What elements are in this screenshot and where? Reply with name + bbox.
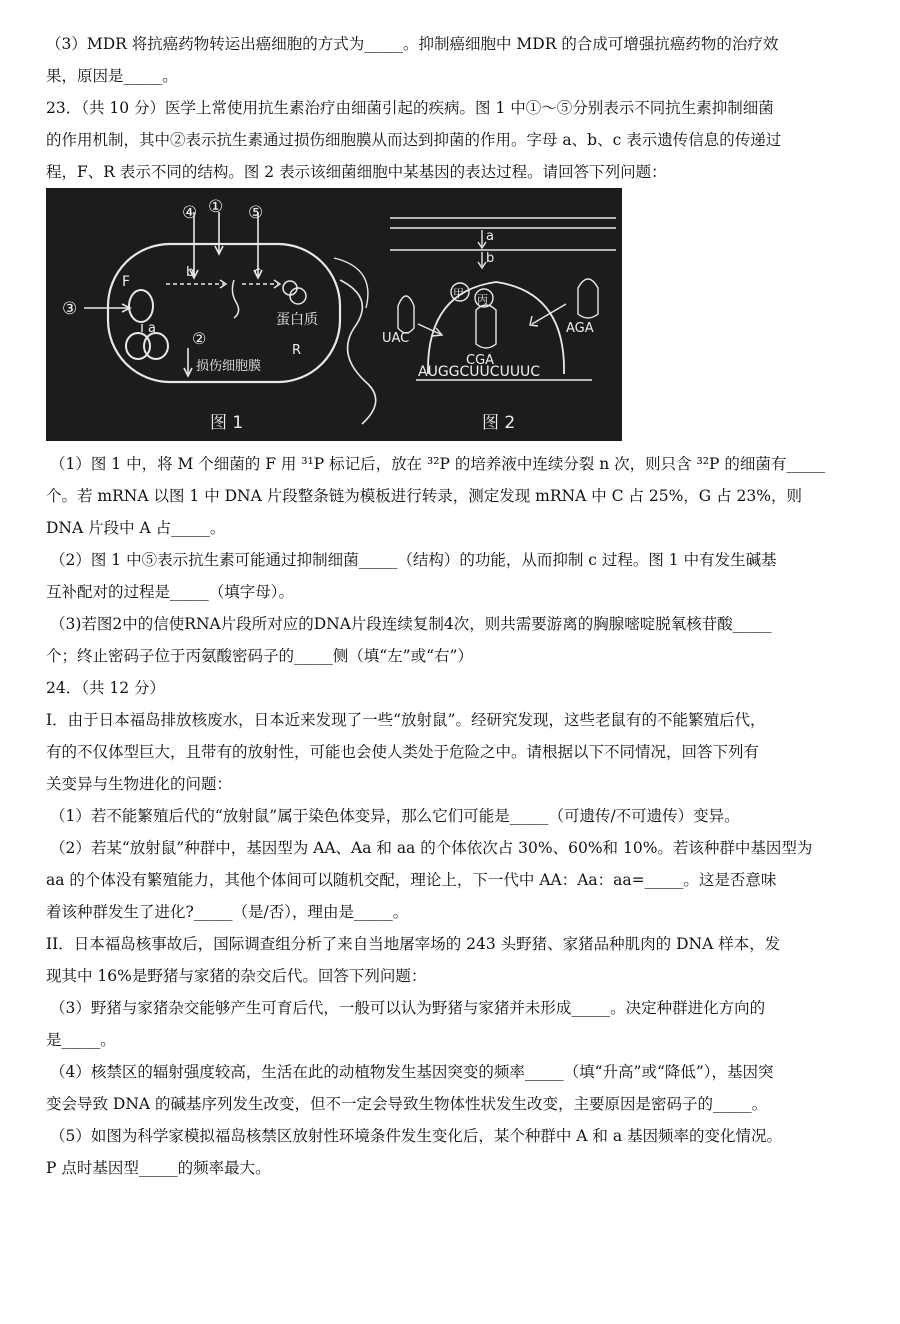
text-line-q24-5: （5）如图为科学家模拟福岛核禁区放射性环境条件发生变化后，某个种群中 A 和 a 基因频率的变化情况。 [50, 1127, 783, 1145]
anticodon-aga: AGA [566, 321, 594, 336]
marker-1: ① [208, 197, 224, 217]
label-b: b [186, 265, 195, 280]
label-r: R [292, 343, 302, 358]
mrna-sequence: AUGGCUUCUUUC [418, 364, 541, 380]
text-line: 着该种群发生了进化?_____（是/否），理由是_____。 [46, 903, 409, 921]
text-line-q24-3: （3）野猪与家猪杂交能够产生可育后代，一般可以认为野猪与家猪并未形成_____。决定种群进化方向的 [50, 999, 766, 1017]
text-line: 现其中 16%是野猪与家猪的杂交后代。回答下列问题： [46, 967, 427, 985]
text-line-q23-3: （3)若图2中的信使RNA片段所对应的DNA片段连续复制4次，则共需要游离的胸腺嘧啶脱氧核苷酸_____ [50, 615, 772, 633]
text-line: 个。若 mRNA 以图 1 中 DNA 片段整条链为模板进行转录，测定发现 mRNA 中 C 占 25%，G 占 23%，则 [46, 487, 802, 505]
ribosome [290, 288, 306, 304]
text-line: aa 的个体没有繁殖能力，其他个体间可以随机交配，理论上，下一代中 AA：Aa：aa=_____。这是否意味 [46, 871, 777, 889]
trna-middle [476, 305, 496, 348]
mrna-strand [232, 280, 238, 318]
text-line-q23-1: （1）图 1 中，将 M 个细菌的 F 用 ³¹P 标记后，放在 ³²P 的培养液中连续分裂 n 次，则只含 ³²P 的细菌有_____ [50, 455, 826, 473]
text-line: 的作用机制，其中②表示抗生素通过损伤细胞膜从而达到抑菌的作用。字母 a、b、c 表示遗传信息的传递过 [46, 131, 782, 149]
text-line: 互补配对的过程是_____（填字母）。 [46, 583, 295, 601]
text-line: 是_____。 [46, 1031, 116, 1049]
text-line-q23-2: （2）图 1 中⑤表示抗生素可能通过抑制细菌_____（结构）的功能，从而抑制 c 过程。图 1 中有发生碱基 [50, 551, 777, 569]
text-line: 变会导致 DNA 的碱基序列发生改变，但不一定会导致生物体性状发生改变，主要原因是密码子的_____。 [46, 1095, 768, 1113]
text-line-q24-1: （1）若不能繁殖后代的“放射鼠”属于染色体变异，那么它们可能是_____（可遗传/不可遗传）变异。 [50, 807, 740, 825]
marker-4: ④ [182, 203, 198, 223]
text-line: 关变异与生物进化的问题： [46, 775, 233, 793]
label-bing: 丙 [477, 293, 488, 306]
label-a: a [148, 321, 156, 336]
figure-2 [382, 218, 616, 433]
text-line: P 点时基因型_____的频率最大。 [46, 1159, 271, 1177]
figure-1 [62, 197, 376, 433]
section-ii-intro: II．日本福岛核事故后，国际调查组分析了来自当地屠宰场的 243 头野猪、家猪品种肌肉的 DNA 样本，发 [46, 935, 781, 953]
label-c: c [254, 265, 262, 280]
damaged-membrane-label: 损伤细胞膜 [196, 359, 262, 374]
trna-arrow [532, 304, 566, 324]
figure-2-caption: 图 2 [482, 413, 516, 433]
anticodon-cga: CGA [466, 353, 495, 368]
anticodon-uac: UAC [382, 331, 410, 346]
protein-label: 蛋白质 [276, 312, 318, 328]
text-line-q22-3: （3）MDR 将抗癌药物转运出癌细胞的方式为_____。抑制癌细胞中 MDR 的合成可增强抗癌药物的治疗效 [46, 35, 779, 53]
trna-right [578, 279, 598, 318]
marker-2: ② [192, 329, 207, 348]
label-f: F [122, 274, 131, 290]
text-line: 个；终止密码子位于丙氨酸密码子的_____侧（填“左”或“右”） [46, 647, 473, 665]
figure-bacteria-antibiotics [46, 188, 622, 441]
figure-1-caption: 图 1 [210, 413, 244, 433]
marker-5: ⑤ [248, 203, 264, 223]
trna-left [398, 296, 414, 333]
label-jia: 甲 [453, 287, 464, 300]
label-b: b [486, 251, 495, 266]
text-line-q24-2: （2）若某“放射鼠”种群中，基因型为 AA、Aa 和 aa 的个体依次占 30%、60%和 10%。若该种群中基因型为 [50, 839, 813, 857]
question-23-heading: 23．（共 10 分）医学上常使用抗生素治疗由细菌引起的疾病。图 1 中①～⑤分别表示不同抗生素抑制细菌 [46, 99, 774, 117]
question-24-heading: 24．（共 12 分） [46, 679, 166, 697]
text-line-q24-4: （4）核禁区的辐射强度较高，生活在此的动植物发生基因突变的频率_____（填“升高”或“降低”），基因突 [50, 1063, 774, 1081]
text-line: DNA 片段中 A 占_____。 [46, 519, 226, 537]
text-line: 果，原因是_____。 [46, 67, 178, 85]
section-i-intro: I．由于日本福岛排放核废水，日本近来发现了一些“放射鼠”。经研究发现，这些老鼠有的不能繁殖后代， [46, 711, 766, 729]
plasmid-f [129, 290, 153, 322]
text-line: 有的不仅体型巨大，且带有的放射性，可能也会使人类处于危险之中。请根据以下不同情况，回答下列有 [46, 743, 760, 761]
dna-loop [144, 333, 168, 359]
text-line: 程，F、R 表示不同的结构。图 2 表示该细菌细胞中某基因的表达过程。请回答下列问题： [46, 163, 667, 181]
marker-3: ③ [62, 299, 78, 319]
flagellum [340, 280, 376, 424]
label-a: a [486, 229, 494, 244]
